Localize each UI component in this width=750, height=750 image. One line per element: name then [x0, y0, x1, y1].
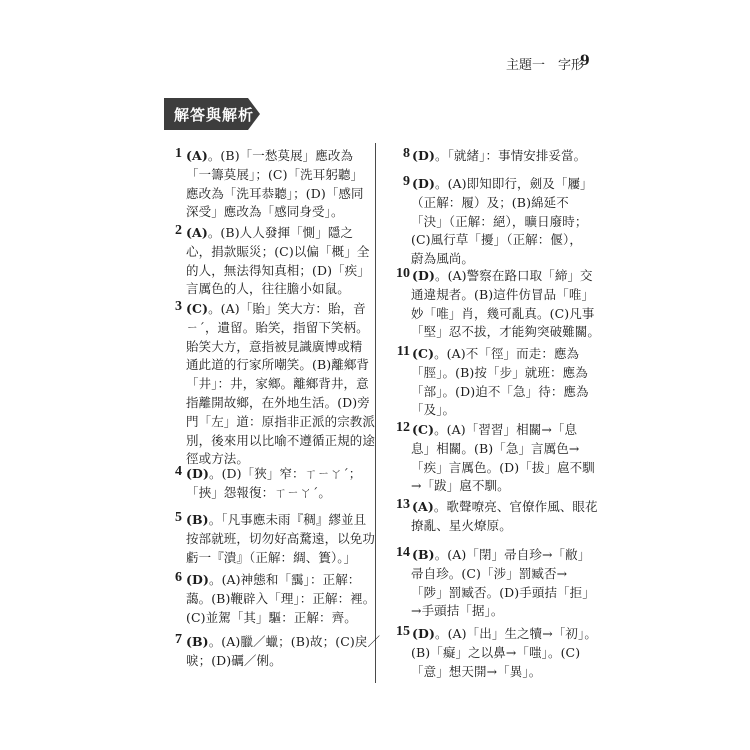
explanation-text: ㄧˊ，遺留。貽笑，指留下笑柄。 [186, 319, 369, 335]
explanation-text: 「一籌莫展」；(C)「洗耳躬聽」 [186, 166, 364, 182]
explanation-text: 「陟」罰臧否。(D)手頭拮「拒」 [411, 584, 595, 600]
explanation-line [411, 564, 567, 582]
explanation-line [411, 322, 600, 340]
question-number: 13 [396, 497, 410, 512]
explanation-line [411, 516, 512, 534]
explanation-line [186, 548, 356, 566]
answer-choice: (D) [412, 626, 435, 641]
question-number: 11 [396, 344, 410, 359]
explanation-text: 。「就緒」：事情安排妥當。 [434, 148, 587, 163]
explanation-text: 「挾」怨報復：ㄒㄧㄚˊ。 [186, 484, 331, 500]
explanation-line [186, 510, 366, 528]
explanation-line [412, 497, 598, 515]
explanation-text: 。(D)「狹」窄：ㄒㄧㄚˊ； [208, 466, 362, 481]
explanation-line [411, 212, 588, 230]
question-number: 12 [396, 420, 410, 435]
page-number: 9 [580, 53, 590, 69]
explanation-line [411, 230, 582, 248]
explanation-line [186, 589, 375, 607]
answer-choice: (A) [412, 499, 434, 514]
explanation-line [186, 529, 375, 547]
explanation-line [186, 261, 370, 279]
explanation-text: 「部」。(D)迫不「急」待：應為 [411, 383, 589, 399]
explanation-text: 帚自珍。(C)「涉」罰臧否→ [411, 565, 568, 581]
explanation-text: 妙「唯」肖，幾可亂真。(C)凡事 [411, 305, 595, 321]
explanation-line [411, 458, 595, 476]
explanation-text: 「意」想天開→「異」。 [411, 663, 542, 679]
explanation-line [412, 545, 590, 563]
explanation-text: 。(A)警察在路口取「締」交 [434, 268, 593, 283]
question-number: 3 [175, 299, 182, 314]
explanation-text: 藹。(B)鞭辟入「理」：正解：裡。 [186, 590, 376, 606]
answer-choice: (B) [186, 512, 209, 527]
question-number: 4 [175, 464, 182, 479]
explanation-line [186, 165, 363, 183]
answer-choice: (B) [412, 547, 435, 562]
explanation-line [186, 570, 360, 588]
explanation-text: （正解：履）及；(B)綿延不 [411, 194, 569, 210]
question-number: 5 [175, 510, 182, 525]
explanation-text: 徑或方法。 [186, 451, 250, 467]
explanation-text: (B)「癡」之以鼻→「嗤」。(C) [411, 644, 581, 660]
question-number: 15 [396, 624, 410, 639]
explanation-text: 的人，無法得知真相；(D)「疾」 [186, 262, 370, 278]
explanation-text: 「決」（正解：絕），曠日廢時； [411, 213, 588, 229]
answer-choice: (A) [186, 225, 208, 240]
explanation-text: 通違規者。(B)這件仿冒品「唯」 [411, 286, 595, 302]
explanation-text: 。(A)神態和「靄」：正解： [208, 572, 361, 587]
explanation-line [412, 266, 593, 284]
question-number: 6 [175, 570, 182, 585]
explanation-text: 言厲色的人，往往膽小如鼠。 [186, 281, 350, 297]
explanation-text: 通此道的行家所嘲笑。(B)離鄉背 [186, 357, 370, 373]
explanation-line [412, 624, 597, 642]
explanation-text: 門「左」道：原指非正派的宗教派 [186, 413, 376, 429]
explanation-text: 深受」應改為「感同身受」。 [186, 204, 344, 220]
explanation-line [411, 439, 579, 457]
answer-choice: (C) [412, 422, 435, 437]
question-number: 7 [175, 632, 182, 647]
section-title: 解答與解析 [174, 106, 255, 124]
explanation-text: 。「凡事應未雨『稠』繆並且 [208, 512, 367, 527]
question-number: 10 [396, 266, 410, 281]
explanation-text: 應改為「洗耳恭聽」；(D)「感同 [186, 185, 364, 201]
explanation-text: 。(A)臘／蠟；(B)故；(C)戾／ [208, 634, 381, 649]
explanation-text: 虧一『潰』（正解：綢、簣）。」 [186, 549, 357, 565]
explanation-line [411, 643, 580, 661]
answer-choice: (C) [412, 346, 435, 361]
explanation-line [186, 651, 282, 669]
explanation-text: 。(A)「閉」帚自珍→「敝」 [434, 547, 591, 562]
explanation-line [411, 304, 594, 322]
explanation-line [411, 249, 474, 267]
answer-choice: (A) [186, 148, 208, 163]
explanation-line [186, 355, 369, 373]
answer-choice: (D) [412, 148, 435, 163]
explanation-line [411, 662, 541, 680]
explanation-text: 心，捐款賑災；(C)以偏「概」全 [186, 243, 370, 259]
explanation-line [186, 242, 369, 260]
question-number: 2 [175, 223, 182, 238]
question-number: 9 [403, 174, 410, 189]
explanation-line [186, 374, 369, 392]
explanation-line [186, 279, 350, 297]
explanation-line [186, 412, 375, 430]
explanation-line [186, 464, 361, 482]
chapter-title: 主題一 字形 [506, 58, 585, 73]
explanation-line [411, 363, 588, 381]
question-number: 1 [175, 146, 182, 161]
explanation-line [186, 184, 364, 202]
question-number: 14 [396, 545, 410, 560]
explanation-line [186, 337, 362, 355]
answer-choice: (D) [186, 466, 209, 481]
explanation-line [411, 400, 455, 418]
explanation-text: 蔚為風尚。 [411, 251, 475, 267]
explanation-text: 。(A)即知即行，劍及「屨」 [434, 176, 593, 191]
explanation-line [186, 223, 353, 241]
explanation-text: 撩亂、星火燎原。 [411, 517, 512, 533]
explanation-line [412, 174, 593, 192]
explanation-text: 「堅」忍不拔，才能夠突破難關。 [411, 324, 601, 340]
explanation-line [411, 601, 504, 619]
explanation-text: (C)並駕「其」驅：正解：齊。 [186, 609, 357, 625]
explanation-text: (C)風行草「擾」（正解：偃）， [411, 232, 582, 248]
explanation-text: 「脛」。(B)按「步」就班：應為 [411, 364, 588, 380]
explanation-line [411, 285, 594, 303]
explanation-line [411, 382, 589, 400]
explanation-line [186, 431, 375, 449]
explanation-text: 。(A)「貽」笑大方：貽，音 [208, 301, 366, 316]
explanation-text: →手頭拮「据」。 [411, 603, 504, 619]
explanation-line [186, 632, 380, 650]
section-banner [164, 98, 264, 130]
explanation-text: 按部就班，切勿好高騖遠，以免功 [186, 530, 376, 546]
explanation-text: 。歌聲嘹亮、官僚作風、眼花 [433, 499, 598, 514]
explanation-line [186, 146, 353, 164]
explanation-text: 別，後來用以比喻不遵循正規的途 [186, 432, 376, 448]
explanation-line [186, 299, 366, 317]
explanation-line [411, 193, 569, 211]
explanation-text: 息」相關。(B)「急」言厲色→ [411, 440, 580, 456]
answer-choice: (D) [412, 268, 435, 283]
explanation-text: 。(A)「習習」相關→「息 [434, 422, 578, 437]
explanation-line [186, 318, 369, 336]
answer-choice: (B) [186, 634, 209, 649]
explanation-text: 「疾」言厲色。(D)「拔」扈不馴 [411, 459, 595, 475]
explanation-text: 。(B)「一愁莫展」應改為 [207, 148, 354, 163]
explanation-text: →「跋」扈不馴。 [411, 478, 510, 494]
page-header [0, 54, 750, 74]
explanation-text: 。(A)不「徑」而走：應為 [434, 346, 580, 361]
explanation-text: 。(A)「出」生之犢→「初」。 [434, 626, 597, 641]
explanation-text: 「井」：井，家鄉。離鄉背井，意 [186, 376, 369, 392]
explanation-line [412, 146, 586, 164]
explanation-text: 「及」。 [411, 402, 456, 418]
explanation-text: 。(B)人人發揮「惻」隱之 [207, 225, 354, 240]
explanation-text: 指離開故鄉，在外地生活。(D)旁 [186, 395, 370, 410]
answer-choice: (D) [412, 176, 435, 191]
explanation-line [411, 583, 595, 601]
question-number: 8 [403, 146, 410, 161]
explanation-line [186, 202, 344, 220]
explanation-text: 唳；(D)礪／俐。 [186, 652, 282, 668]
explanation-line [186, 483, 331, 501]
explanation-line [411, 476, 510, 494]
answer-choice: (D) [186, 572, 209, 587]
explanation-line [186, 608, 357, 626]
explanation-text: 貽笑大方，意指被見識廣博或精 [186, 338, 363, 354]
answer-choice: (C) [186, 301, 209, 316]
explanation-line [186, 393, 370, 411]
explanation-line [412, 420, 577, 438]
explanation-line [412, 344, 579, 362]
